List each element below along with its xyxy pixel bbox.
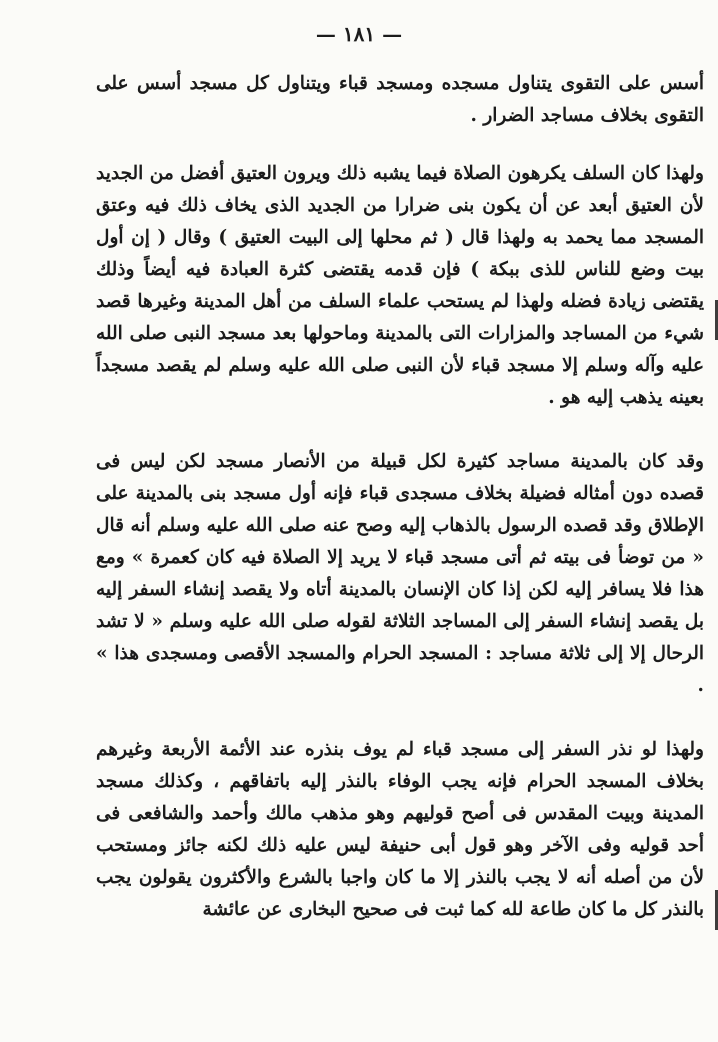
page-body: [96, 68, 704, 926]
page-number: ١٨١: [342, 22, 376, 46]
page-header: [0, 22, 718, 46]
header-dash-right: —: [382, 22, 403, 46]
paragraph-3: وقد كان بالمدينة مساجد كثيرة لكل قبيلة من الأنصار مسجد لكن ليس فى قصده دون أمثاله فضيلة بخلاف مسجدى قباء فإنه أول مسجد بنى بالمدينة على الإطلاق وقد قصده الرسول بالذهاب إليه وصح عنه صلى الله عليه وسلم أنه قال « من توضأ فى بيته ثم أتى مسجد قباء لا يريد إلا الصلاة فيه كان كعمرة » ومع هذا فلا يسافر إليه لكن إذا كان الإنسان بالمدينة أتاه ولا يقصد إنشاء السفر إليه بل يقصد إنشاء السفر إلى المساجد الثلاثة لقوله صلى الله عليه وسلم « لا تشد الرحال إلا إلى ثلاثة مساجد : المسجد الحرام والمسجد الأقصى ومسجدى هذا » .: [96, 451, 704, 696]
header-dash-left: —: [315, 22, 336, 46]
paragraph-2: ولهذا كان السلف يكرهون الصلاة فيما يشبه ذلك ويرون العتيق أفضل من الجديد لأن العتيق أبعد عن أن يكون بنى ضرارا من الجديد الذى يخاف ذلك فيه وعتق المسجد مما يحمد به ولهذا قال ( ثم محلها إلى البيت العتيق ) وقال ( إن أول بيت وضع للناس للذى ببكة ) فإن قدمه يقتضى كثرة العبادة فيه أيضاً وذلك يقتضى زيادة فضله ولهذا لم يستحب علماء السلف من أهل المدينة وغيرها قصد شيء من المساجد والمزارات التى بالمدينة وماحولها بعد مسجد النبى صلى الله عليه وآله وسلم إلا مسجد قباء لأن النبى صلى الله عليه وسلم لم يقصد مسجداً بعينه يذهب إليه هو .: [96, 163, 704, 408]
paragraph-4: ولهذا لو نذر السفر إلى مسجد قباء لم يوف بنذره عند الأئمة الأربعة وغيرهم بخلاف المسجد الحرام فإنه يجب الوفاء بالنذر إليه باتفاقهم ، وكذلك مسجد المدينة وبيت المقدس فى أصح قوليهم وهو مذهب مالك وأحمد والشافعى فى أحد قوليه وفى الآخر وهو قول أبى حنيفة ليس عليه ذلك لكنه جائز ومستحب لأن من أصله أنه لا يجب بالنذر إلا ما كان واجبا بالشرع والأكثرون يقولون يجب بالنذر كل ما كان طاعة لله كما ثبت فى صحيح البخارى عن عائشة: [96, 739, 704, 920]
paragraph-1: أسس على التقوى يتناول مسجده ومسجد قباء ويتناول كل مسجد أسس على التقوى بخلاف مساجد الضرار .: [96, 73, 704, 126]
